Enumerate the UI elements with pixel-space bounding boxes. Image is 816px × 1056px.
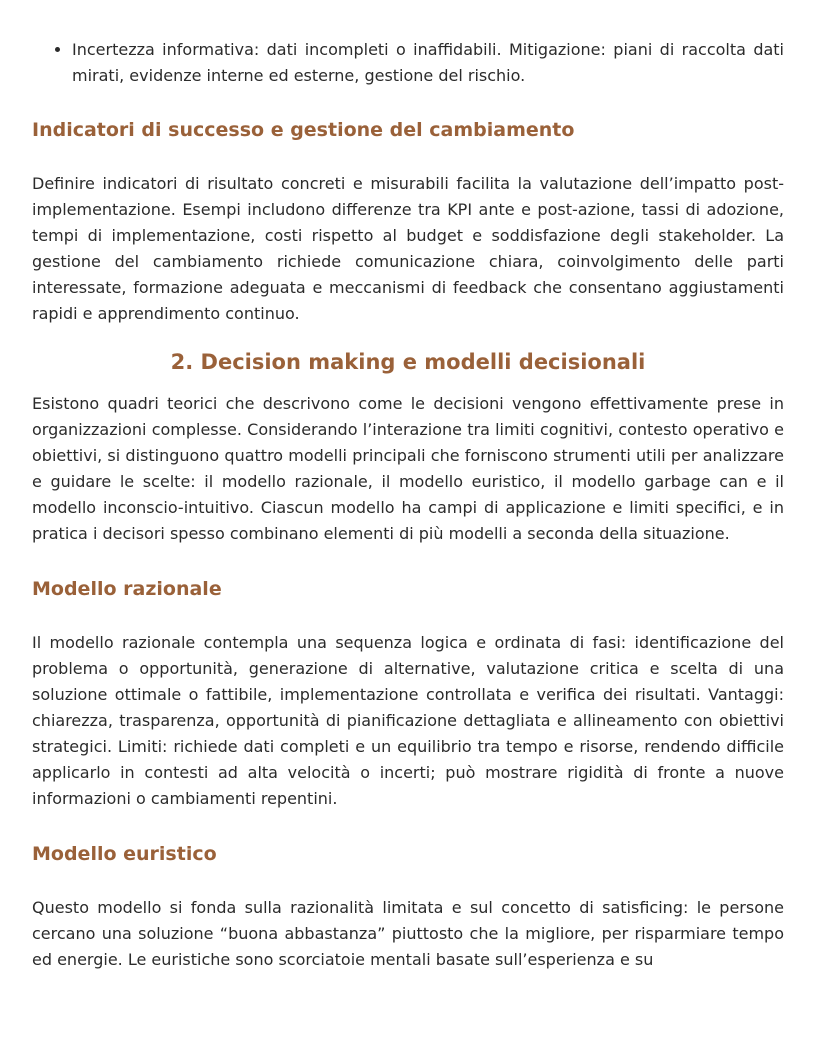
risk-bullet-list xyxy=(32,37,784,89)
section-heading-rational-model: Modello razionale xyxy=(32,578,222,600)
section-heading-success-indicators: Indicatori di successo e gestione del cambiamento xyxy=(32,119,575,141)
list-item: • Incertezza informativa: dati incompleti o inaffidabili. Mitigazione: piani di raccolta dati mirati, evidenze interne ed esterne, gestione del rischio. xyxy=(72,37,784,89)
paragraph-success-indicators: Definire indicatori di risultato concreti e misurabili facilita la valutazione dell’impatto post-implementazione. Esempi includono differenze tra KPI ante e post-azione, tassi di adozione, tempi di implementazione, costi rispetto al budget e soddisfazione degli stakeholder. La gestione del cambiamento richiede comunicazione chiara, coinvolgimento delle parti interessate, formazione adeguata e meccanismi di feedback che consentano aggiustamenti rapidi e apprendimento continuo. xyxy=(32,174,784,323)
section-heading-heuristic-model: Modello euristico xyxy=(32,843,217,865)
chapter-heading-decision-making: 2. Decision making e modelli decisionali xyxy=(170,350,646,374)
paragraph-heuristic-model: Questo modello si fonda sulla razionalità limitata e sul concetto di satisficing: le persone cercano una soluzione “buona abbastanza” piuttosto che la migliore, per risparmiare tempo ed energie. Le euristiche sono scorciatoie mentali basate sull’esperienza e su xyxy=(32,898,784,969)
document-page xyxy=(32,37,784,973)
paragraph-rational-model: Il modello razionale contempla una sequenza logica e ordinata di fasi: identificazione del problema o opportunità, generazione di alternative, valutazione critica e scelta di una soluzione ottimale o fattibile, implementazione controllata e verifica dei risultati. Vantaggi: chiarezza, trasparenza, opportunità di pianificazione dettagliata e allineamento con obiettivi strategici. Limiti: richiede dati completi e un equilibrio tra tempo e risorse, rendendo difficile applicarlo in contesti ad alta velocità o incerti; può mostrare rigidità di fronte a nuove informazioni o cambiamenti repentini. xyxy=(32,633,784,808)
paragraph-decision-making: Esistono quadri teorici che descrivono come le decisioni vengono effettivamente prese in organizzazioni complesse. Considerando l’interazione tra limiti cognitivi, contesto operativo e obiettivi, si distinguono quattro modelli principali che forniscono strumenti utili per analizzare e guidare le scelte: il modello razionale, il modello euristico, il modello garbage can e il modello inconscio-intuitivo. Ciascun modello ha campi di applicazione e limiti specifici, e in pratica i decisori spesso combinano elementi di più modelli a seconda della situazione. xyxy=(32,394,784,543)
